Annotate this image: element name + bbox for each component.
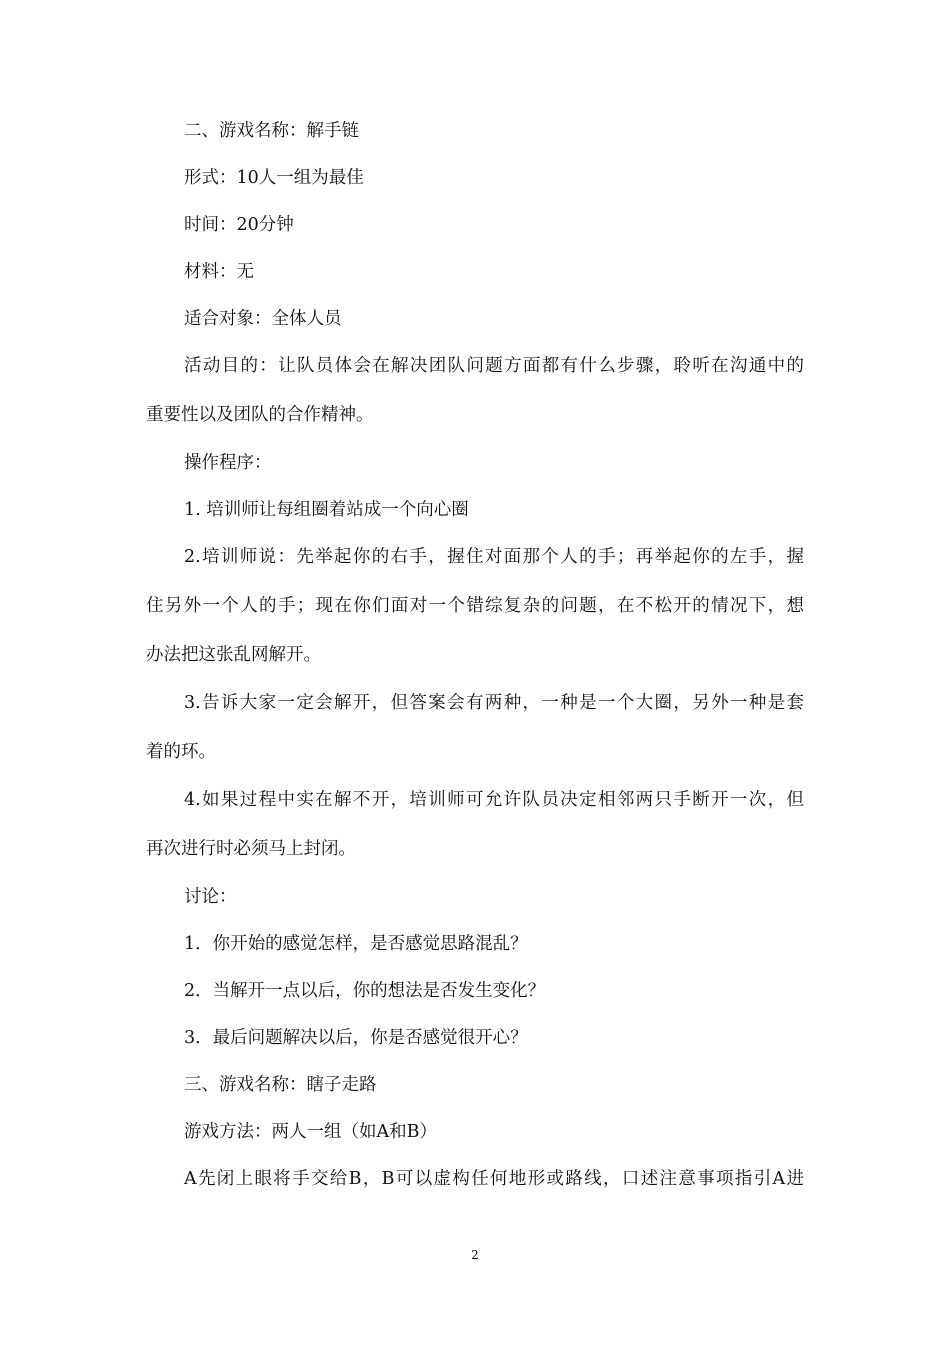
page-number: 2 [471, 1248, 479, 1262]
text-discussion-2: 2．当解开一点以后，你的想法是否发生变化？ [184, 981, 546, 1001]
text-step-2-line-1: 2.培训师说：先举起你的右手，握住对面那个人的手；再举起你的左手，握 [184, 547, 804, 567]
text-materials: 材料：无 [184, 262, 254, 282]
text-step-4-line-2: 再次进行时必须马上封闭。 [146, 839, 356, 859]
text-step-2-line-3: 办法把这张乱网解开。 [146, 645, 321, 665]
text-format: 形式：10人一组为最佳 [184, 168, 364, 188]
text-purpose-line-1: 活动目的：让队员体会在解决团队问题方面都有什么步骤，聆听在沟通中的 [184, 356, 804, 376]
text-step-3-line-2: 着的环。 [146, 742, 216, 762]
text-game-method: 游戏方法：两人一组（如A和B） [184, 1122, 437, 1142]
text-discussion-heading: 讨论： [184, 887, 237, 907]
text-discussion-3: 3．最后问题解决以后，你是否感觉很开心？ [184, 1028, 528, 1048]
text-time: 时间：20分钟 [184, 215, 294, 235]
text-discussion-1: 1．你开始的感觉怎样，是否感觉思路混乱？ [184, 934, 528, 954]
text-purpose-line-2: 重要性以及团队的合作精神。 [146, 405, 374, 425]
heading-game-3: 三、游戏名称：瞎子走路 [184, 1075, 377, 1095]
text-step-4-line-1: 4.如果过程中实在解不开，培训师可允许队员决定相邻两只手断开一次，但 [184, 790, 804, 810]
text-step-2-line-2: 住另外一个人的手；现在你们面对一个错综复杂的问题，在不松开的情况下，想 [146, 596, 804, 616]
heading-game-2: 二、游戏名称：解手链 [184, 121, 359, 141]
text-game-method-detail: A先闭上眼将手交给B，B可以虚构任何地形或路线，口述注意事项指引A进 [184, 1169, 804, 1189]
text-step-1: 1. 培训师让每组圈着站成一个向心圈 [184, 500, 469, 520]
text-audience: 适合对象：全体人员 [184, 309, 342, 329]
text-step-3-line-1: 3.告诉大家一定会解开，但答案会有两种，一种是一个大圈，另外一种是套 [184, 693, 804, 713]
text-procedure-heading: 操作程序： [184, 453, 272, 473]
